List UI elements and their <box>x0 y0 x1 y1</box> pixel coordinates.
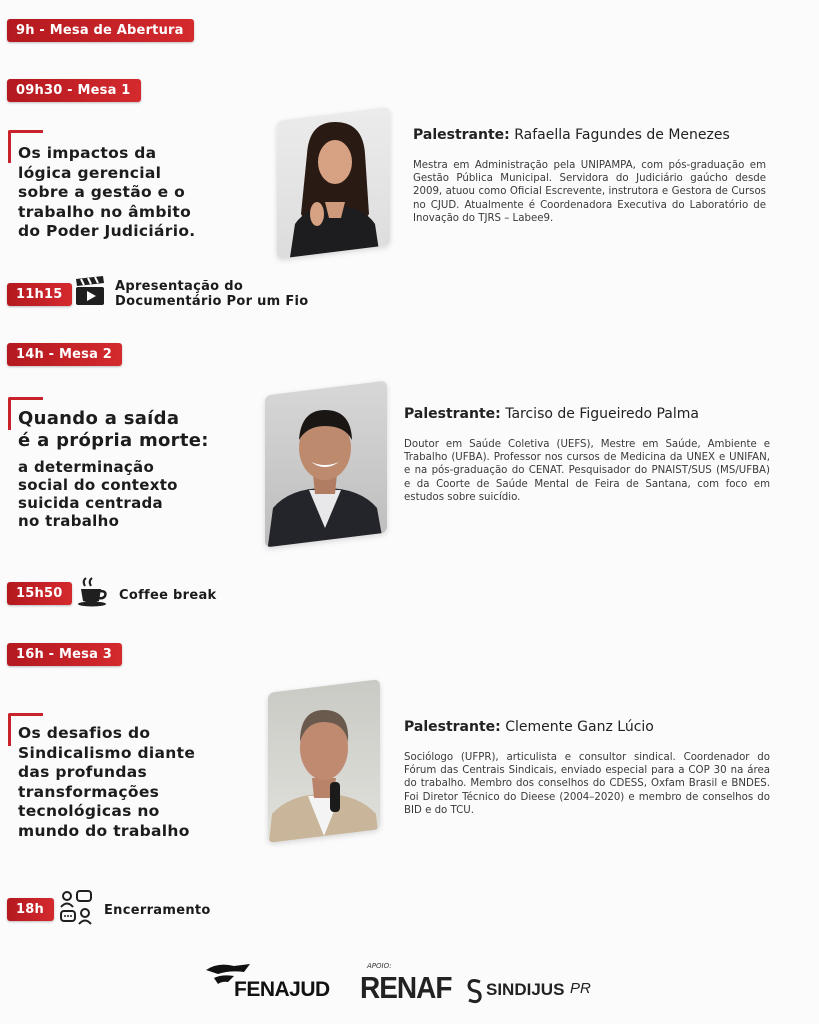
speaker3-name: Clemente Ganz Lúcio <box>505 719 654 735</box>
sindijus-text: SINDIJUS <box>486 980 565 999</box>
people-chat-icon <box>59 889 93 927</box>
coffee-cup-icon <box>77 576 111 608</box>
speaker1-name: Rafaella Fagundes de Menezes <box>514 127 730 143</box>
renaf-logo: RENAF <box>360 970 452 1005</box>
mesa2-subtitle-line: suicida centrada <box>18 494 163 512</box>
coffee-text: Coffee break <box>119 588 217 603</box>
coffee-time-badge: 15h50 <box>7 582 72 605</box>
mesa2-title-main <box>18 408 209 452</box>
mesa2-title-line: Quando a saída <box>18 408 180 429</box>
mesa3-title-line: tecnológicas no <box>18 802 160 820</box>
mesa3-title-line: transformações <box>18 782 160 801</box>
mesa2-title-line: é a própria morte: <box>18 430 209 451</box>
speaker3-prefix: Palestrante: <box>404 719 501 735</box>
mesa2-subtitle-line: no trabalho <box>18 512 120 530</box>
mesa1-title-line: Os impactos da <box>18 144 157 162</box>
speaker3-label <box>404 719 654 735</box>
speaker2-prefix: Palestrante: <box>404 406 501 422</box>
mesa3-title-line: mundo do trabalho <box>18 821 190 840</box>
sindijus-pr-text: PR <box>570 980 591 997</box>
documentary-line: Documentário Por um Fio <box>115 294 309 309</box>
speaker1-photo <box>277 107 390 259</box>
fenajud-text: FENAJUD <box>234 978 330 1001</box>
mesa1-title <box>18 144 195 242</box>
speaker2-photo <box>265 381 387 548</box>
mesa2-title-sub <box>18 458 178 530</box>
documentary-text <box>115 279 309 309</box>
speaker1-label <box>413 127 730 143</box>
mesa2-time-badge: 14h - Mesa 2 <box>7 343 122 366</box>
mesa3-time-badge: 16h - Mesa 3 <box>7 643 122 666</box>
opening-time-badge: 9h - Mesa de Abertura <box>7 19 194 42</box>
mesa3-title-line: Sindicalismo diante <box>18 743 196 762</box>
speaker1-bio: Mestra em Administração pela UNIPAMPA, com pós-graduação em Gestão Pública Municipal. Servidora do Judiciário gaúcho desde 2009, atuou como Oficial Escrevente, instrutora e Gestora de Cursos no CJUD. Atualmente é Coordenadora Executiva do Laboratório de Inovação do TJRS – Labee9. <box>413 160 766 224</box>
speaker2-label <box>404 406 699 422</box>
documentary-time-badge: 11h15 <box>7 283 72 306</box>
closing-time-badge: 18h <box>7 898 54 921</box>
mesa3-title-line: Os desafios do <box>18 724 151 742</box>
sindijus-s-icon <box>466 978 484 1004</box>
mesa3-title <box>18 724 195 841</box>
mesa1-title-line: lógica gerencial <box>18 163 162 182</box>
mesa1-title-line: do Poder Judiciário. <box>18 222 196 240</box>
fenajud-logo <box>204 960 344 1004</box>
closing-text: Encerramento <box>104 903 211 918</box>
speaker1-prefix: Palestrante: <box>413 127 510 143</box>
clapperboard-icon <box>73 275 107 307</box>
mesa3-title-line: das profundas <box>18 763 148 781</box>
mesa1-time-badge: 09h30 - Mesa 1 <box>7 79 141 102</box>
documentary-line: Apresentação do <box>115 279 244 294</box>
apoio-label: APOIO: <box>367 962 392 970</box>
mesa1-title-line: sobre a gestão e o <box>18 183 186 201</box>
mesa2-subtitle-line: social do contexto <box>18 476 178 494</box>
mesa1-title-line: trabalho no âmbito <box>18 202 192 221</box>
sindijus-logo <box>466 976 596 1006</box>
speaker3-bio: Sociólogo (UFPR), articulista e consultor sindical. Coordenador do Fórum das Centrais Sindicais, enviado especial para a COP 30 na área do trabalho. Membro dos conselhos do CDESS, Oxfam Brasil e BNDES. Foi Diretor Técnico do Dieese (2004–2020) e membro de conselhos do BID e do TCU. <box>404 752 770 816</box>
speaker2-name: Tarciso de Figueiredo Palma <box>505 406 699 422</box>
speaker2-bio: Doutor em Saúde Coletiva (UEFS), Mestre em Saúde, Ambiente e Trabalho (UFBA). Professor nos cursos de Medicina da UNEX e UNIFAN, e na pós-graduação do CENAT. Pesquisador do PNAIST/SUS (MS/UFBA) e da Coorte de Saúde Mental de Feira de Santana, com foco em estudos sobre suicídio. <box>404 439 770 503</box>
speaker3-photo <box>268 679 380 843</box>
mesa2-subtitle-line: a determinação <box>18 458 155 476</box>
